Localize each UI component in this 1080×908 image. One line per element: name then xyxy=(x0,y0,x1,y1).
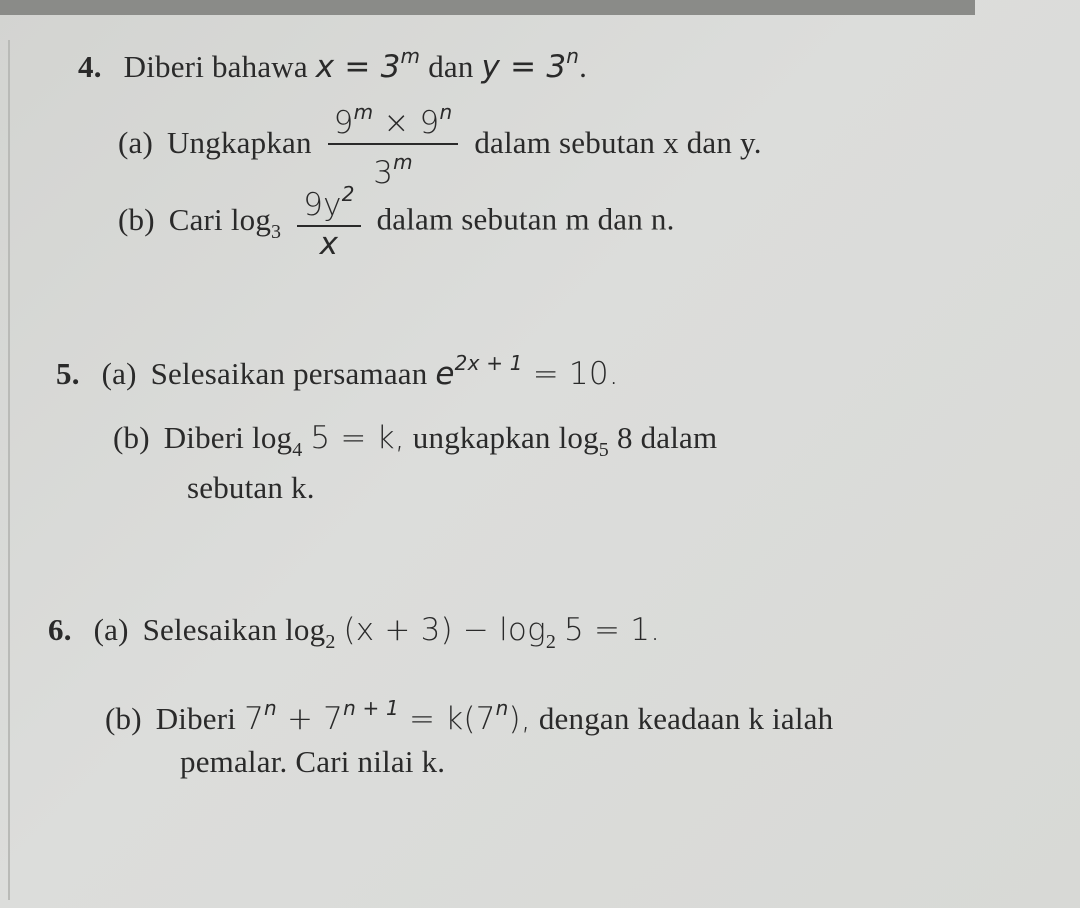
q6b-equation: $7^n + 7^{n + 1} = k(7^n)$, xyxy=(244,696,531,737)
q4a-numerator: $9^m \times 9^n$ xyxy=(328,94,459,145)
q4a-text: Ungkapkan xyxy=(166,125,312,161)
q6a-text: Selesaikan $\log_2 (x + 3) - \log_2 5 = 1$. xyxy=(142,612,661,653)
q5a-label: (a) xyxy=(101,356,137,391)
q6b-label: (b) xyxy=(105,701,142,736)
q4-dan: dan xyxy=(428,49,474,84)
q4b-numerator: $9y^2$ xyxy=(297,176,360,227)
q4b-text: Cari $\log_3$ xyxy=(168,201,282,243)
page-left-margin xyxy=(8,40,10,900)
q4-number: 4. xyxy=(78,49,102,84)
q6a xyxy=(48,612,660,660)
q6b-line2: pemalar. Cari nilai k. xyxy=(180,744,446,779)
q4b-tail: dalam sebutan m dan n. xyxy=(376,201,675,237)
q6b xyxy=(105,690,833,737)
q4b xyxy=(118,180,675,265)
q4a-label: (a) xyxy=(118,125,154,161)
q4-intro: 4. Diberi bahawa $x = 3^m$ dan $y = 3^n$. xyxy=(78,44,588,85)
q5b-line2: sebutan k. xyxy=(187,470,315,505)
q4-intro-text: Diberi bahawa xyxy=(123,49,308,84)
q5b-label: (b) xyxy=(113,420,150,455)
page-top-edge xyxy=(0,0,975,15)
q5a xyxy=(56,345,619,392)
q6b-tail: dengan keadaan k ialah xyxy=(538,701,834,736)
q5b-text: Diberi $\log_4 5 = k$, ungkapkan $\log_5 8$ dalam xyxy=(163,420,718,461)
q4b-label: (b) xyxy=(118,201,155,237)
q5b xyxy=(113,420,717,468)
q5a-text: Selesaikan persamaan xyxy=(150,356,428,391)
q4-x-equation: $x = 3^m$ xyxy=(315,44,421,85)
q6b-text: Diberi xyxy=(155,701,237,736)
q4b-fraction xyxy=(297,176,360,261)
q5a-equation: $e^{2x + 1} = 10$. xyxy=(435,351,619,392)
q6-number: 6. xyxy=(48,612,72,647)
q4b-denominator: x xyxy=(319,226,339,262)
q4-y-equation: $y = 3^n$ xyxy=(481,44,580,85)
q4a-denominator: 3$^m$ xyxy=(373,150,413,191)
q5-number: 5. xyxy=(56,356,80,391)
q4a-tail: dalam sebutan x dan y. xyxy=(474,125,762,161)
q6a-label: (a) xyxy=(93,612,129,647)
